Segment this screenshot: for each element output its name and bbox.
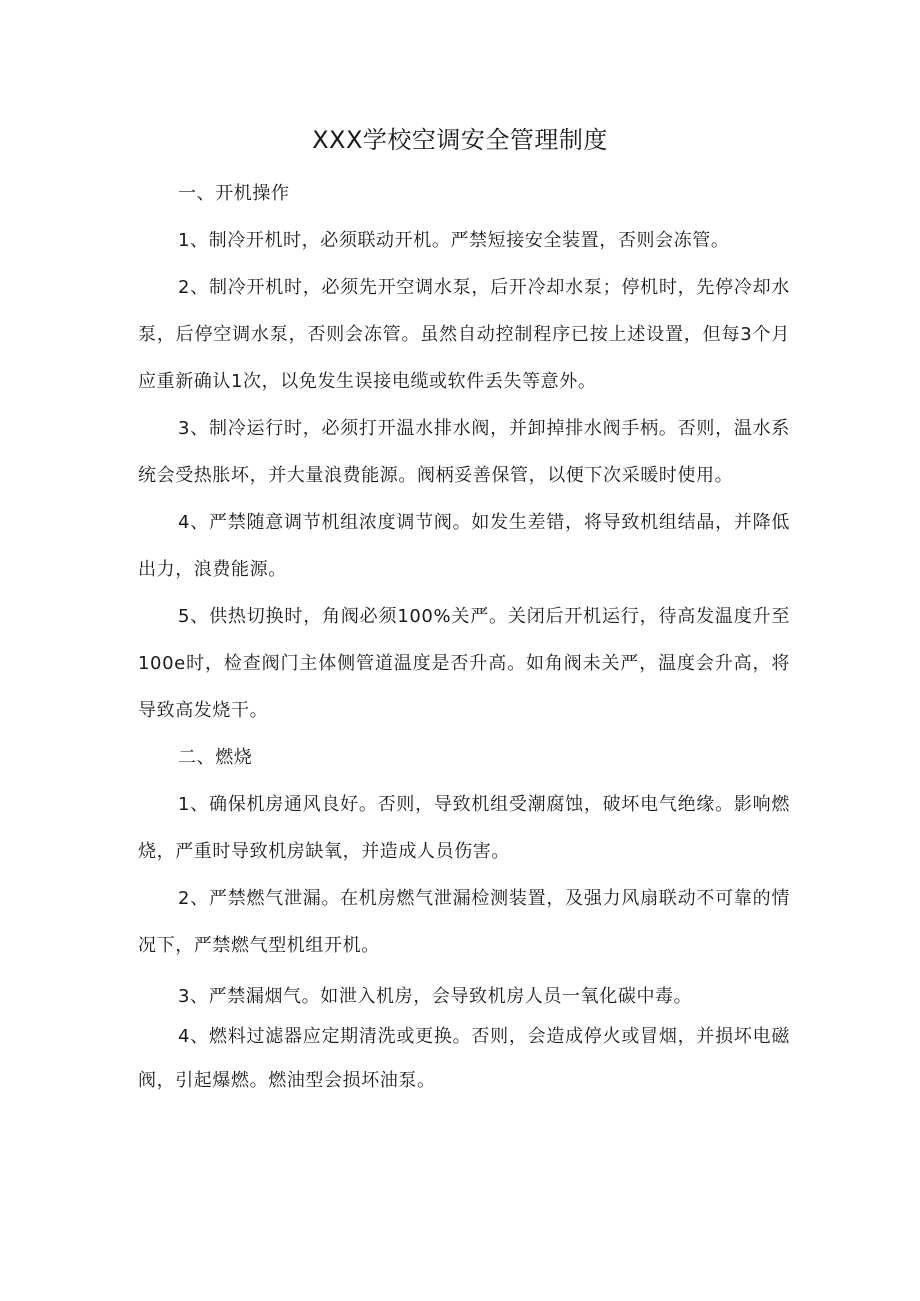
startup-item-1: 1、制冷开机时，必须联动开机。严禁短接安全装置，否则会冻管。: [178, 230, 730, 251]
startup-item-3: 3、制冷运行时，必须打开温水排水阀，并卸掉排水阀手柄。否则，温水系统会受热胀坏，并大量浪费能源。阀柄妥善保管，以便下次采暖时使用。: [138, 418, 790, 486]
section-heading-startup: 一、开机操作: [178, 183, 290, 204]
startup-item-5: 5、供热切换时，角阀必须100%关严。关闭后开机运行，待高发温度升至100e时，检查阀门主体侧管道温度是否升高。如角阀未关严，温度会升高，将导致高发烧干。: [138, 606, 790, 721]
document-title: XXX学校空调安全管理制度: [312, 126, 608, 154]
combustion-item-1: 1、确保机房通风良好。否则，导致机组受潮腐蚀，破坏电气绝缘。影响燃烧，严重时导致机房缺氧，并造成人员伤害。: [138, 794, 790, 862]
startup-item-4: 4、严禁随意调节机组浓度调节阀。如发生差错，将导致机组结晶，并降低出力，浪费能源。: [138, 512, 790, 580]
combustion-item-3: 3、严禁漏烟气。如泄入机房，会导致机房人员一氧化碳中毒。: [178, 986, 693, 1007]
combustion-item-2: 2、严禁燃气泄漏。在机房燃气泄漏检测装置，及强力风扇联动不可靠的情况下，严禁燃气型机组开机。: [138, 888, 790, 956]
combustion-item-4: 4、燃料过滤器应定期清洗或更换。否则，会造成停火或冒烟，并损坏电磁阀，引起爆燃。燃油型会损坏油泵。: [138, 1026, 790, 1091]
startup-item-2: 2、制冷开机时，必须先开空调水泵，后开冷却水泵；停机时，先停冷却水泵，后停空调水泵，否则会冻管。虽然自动控制程序已按上述设置，但每3个月应重新确认1次，以免发生误接电缆或软件丢失等意外。: [138, 277, 790, 392]
section-heading-combustion: 二、燃烧: [178, 747, 253, 768]
document-body: [138, 170, 790, 1103]
